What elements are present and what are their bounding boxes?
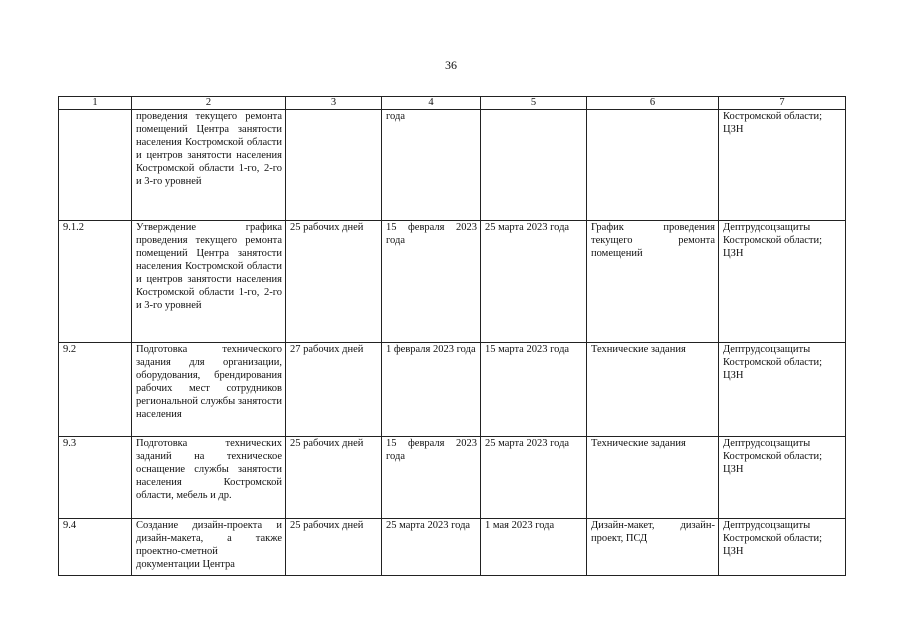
cell-start: 15 февраля 2023 года [382, 437, 481, 519]
table-row [59, 519, 846, 576]
column-header: 3 [286, 97, 382, 110]
cell-num: 9.2 [59, 343, 132, 437]
cell-end: 15 марта 2023 года [481, 343, 587, 437]
cell-task: Подготовка технического задания для организации, оборудования, брендирования рабочих мест сотрудников региональной службы занятости населения [132, 343, 286, 437]
cell-end: 1 мая 2023 года [481, 519, 587, 576]
table-row [59, 437, 846, 519]
cell-responsible: Дептрудсоцзащиты Костромской области; ЦЗН [719, 343, 846, 437]
plan-table [58, 96, 846, 576]
cell-num: 9.1.2 [59, 221, 132, 343]
cell-responsible: Дептрудсоцзащиты Костромской области; ЦЗН [719, 519, 846, 576]
cell-end: 25 марта 2023 года [481, 437, 587, 519]
cell-task: проведения текущего ремонта помещений Центра занятости населения Костромской области и центров занятости населения Костромской области 1-го, 2-го и 3-го уровней [132, 110, 286, 221]
cell-start: года [382, 110, 481, 221]
table-row [59, 110, 846, 221]
column-header: 7 [719, 97, 846, 110]
column-header: 1 [59, 97, 132, 110]
cell-duration: 25 рабочих дней [286, 221, 382, 343]
cell-num: 9.3 [59, 437, 132, 519]
cell-start: 15 февраля 2023 года [382, 221, 481, 343]
cell-end: 25 марта 2023 года [481, 221, 587, 343]
cell-duration: 25 рабочих дней [286, 519, 382, 576]
cell-responsible: Костромской области; ЦЗН [719, 110, 846, 221]
cell-num [59, 110, 132, 221]
column-header: 5 [481, 97, 587, 110]
cell-result: Дизайн-макет, дизайн-проект, ПСД [587, 519, 719, 576]
cell-duration: 25 рабочих дней [286, 437, 382, 519]
cell-end [481, 110, 587, 221]
table-row [59, 221, 846, 343]
cell-result: График проведения текущего ремонта помещений [587, 221, 719, 343]
cell-start: 1 февраля 2023 года [382, 343, 481, 437]
page-number: 36 [445, 58, 457, 72]
cell-result: Технические задания [587, 437, 719, 519]
cell-responsible: Дептрудсоцзащиты Костромской области; ЦЗН [719, 221, 846, 343]
cell-result: Технические задания [587, 343, 719, 437]
cell-start: 25 марта 2023 года [382, 519, 481, 576]
cell-num: 9.4 [59, 519, 132, 576]
cell-duration: 27 рабочих дней [286, 343, 382, 437]
column-header: 4 [382, 97, 481, 110]
cell-task: Подготовка технических заданий на техническое оснащение службы занятости населения Костромской области, мебель и др. [132, 437, 286, 519]
cell-result [587, 110, 719, 221]
cell-duration [286, 110, 382, 221]
cell-responsible: Дептрудсоцзащиты Костромской области; ЦЗН [719, 437, 846, 519]
column-header: 6 [587, 97, 719, 110]
table-row [59, 343, 846, 437]
column-header: 2 [132, 97, 286, 110]
cell-task: Создание дизайн-проекта и дизайн-макета, а также проектно-сметной документации Центра [132, 519, 286, 576]
table-header-row [59, 97, 846, 110]
cell-task: Утверждение графика проведения текущего ремонта помещений Центра занятости населения Костромской области и центров занятости населения Костромской области 1-го, 2-го и 3-го уровней [132, 221, 286, 343]
